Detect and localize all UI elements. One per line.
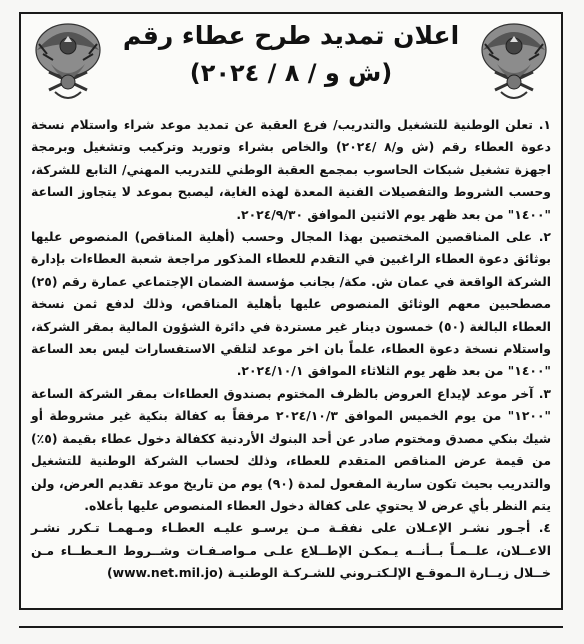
announcement-body (31, 114, 551, 585)
paragraph-4: ٤. أجـور نشـر الإعـلان على نفقـة مـن يرسـو عليـه العطـاء ومـهمـا تـكرر نشـر الاعــلان، علــمـاً بــأنــه يـمكـن الإطــلاع علـى مـواصـفـات وشــروط الـعـطــاء مـن خــلال زيــارة الـموقـع الإلـكتـروني للشـركـة الوطنيـة (www.net.mil.jo) (31, 520, 551, 581)
army-eagle-emblem-icon (31, 20, 105, 106)
tender-number: (ش و / ٨ / ٢٠٢٤) (189, 59, 393, 87)
paragraph-3: ٣. آخر موعد لإيداع العروض بالظرف المختوم بصندوق العطاءات بمقر الشركة الساعة "١٢٠٠" من يوم الخميس الموافق ٢٠٢٤/١٠/٣ مرفقاً به كفالة بنكية غير مشروطة أو شيك بنكي مصدق ومختوم صادر عن أحد البنوك الأردنية ككفالة دخول عطاء بقيمة (٥٪) من قيمة عرض المناقص المتقدم للعطاء، وذلك لحساب الشركة الوطنية للتشغيل والتدريب بحيث تكون سارية المفعول لمدة (٩٠) يوم من تاريخ موعد تقديم العرض، ولن يتم النظر بأي عرض لا يحتوي على كفالة دخول العطاء المنصوص عليها بأعلاه. (31, 385, 552, 513)
announcement-title: اعلان تمديد طرح عطاء رقم (122, 21, 460, 50)
paragraph-2: ٢. على المناقصين المختصين بهذا المجال وحسب (أهلية المناقص) المنصوص عليها بوثائق دعوة العطاء الراغبين في التقدم للعطاء المذكور مراجعة شعبة العطاءات بإدارة الشركة الواقعة في عمان ش. مكة/ بجانب مؤسسة الضمان الإجتماعي عمارة رقم (٢٥) مصطحبين معهم الوثائق المنصوص عليها بأهلية المناقص، وذلك لدفع ثمن نسخة العطاء البالغة (٥٠) خمسون دينار غير مستردة في دائرة الشؤون المالية بمقر الشركة، واستلام نسخة دعوة العطاء، علماً بان اخر موعد لتلقي الاستفسارات ليس بعد الساعة "١٤٠٠" من بعد ظهر يوم الثلاثاء الموافق ٢٠٢٤/١٠/١. (31, 229, 551, 379)
announcement-frame (19, 12, 563, 610)
next-ad-border (19, 626, 563, 631)
army-eagle-emblem-icon (477, 20, 551, 106)
paragraph-1: ١. تعلن الوطنية للتشغيل والتدريب/ فرع العقبة عن تمديد موعد شراء واستلام نسخة دعوة العطاء رقم (ش و/٨ /٢٠٢٤) والخاص بشراء وتوريد وتركيب وتشغيل وبرمجة اجهزة تشغيل شبكات الحاسوب بمجمع العقبة الوطني للتدريب المهني/ التابع للشركة، وحسب الشروط والتفصيلات الفنية المعدة لهذه الغاية، ليصبح بموعد لا يتجاوز الساعة "١٤٠٠" من بعد ظهر يوم الاثنين الموافق ٢٠٢٤/٩/٣٠. (31, 117, 552, 222)
